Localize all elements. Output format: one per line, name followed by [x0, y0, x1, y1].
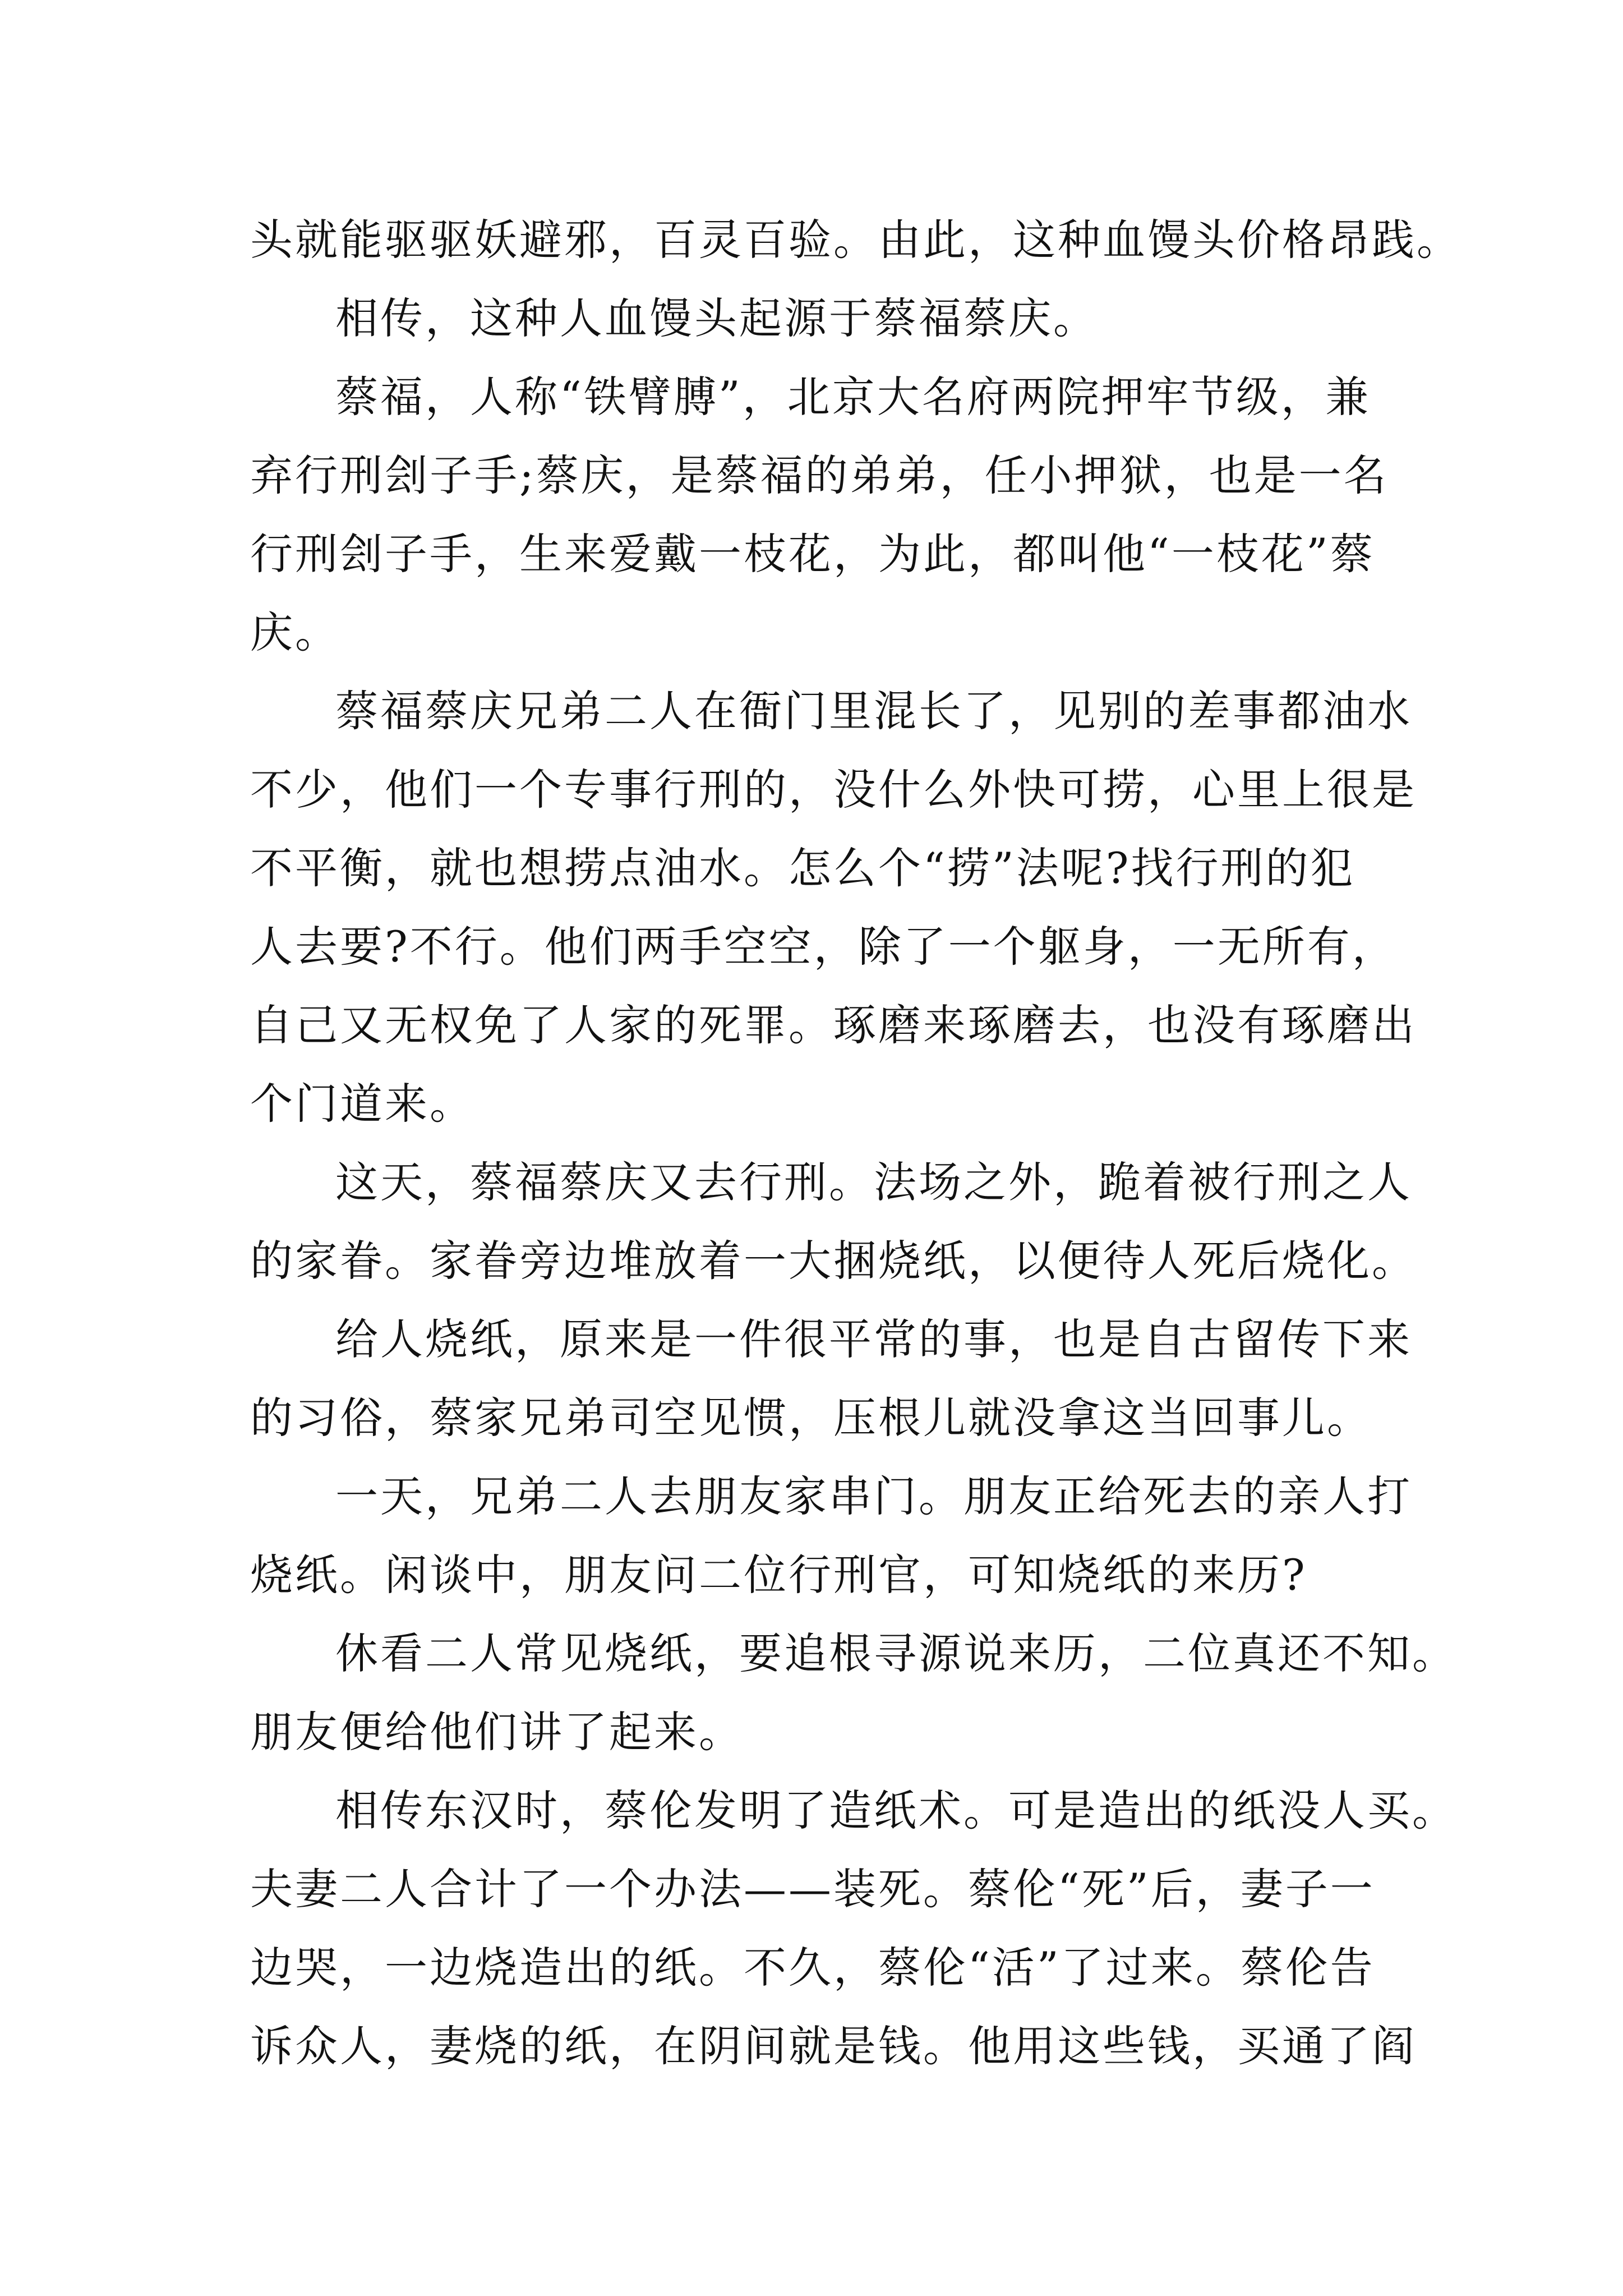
text-line: 弃行刑刽子手;蔡庆，是蔡福的弟弟，任小押狱，也是一名: [250, 450, 1389, 500]
text-line: 朋友便给他们讲了起来。: [250, 1707, 744, 1757]
text-line: 头就能驱驱妖避邪，百灵百验。由此，这种血馒头价格昂践。: [250, 215, 1461, 265]
paragraph-start-line: 相传东汉时，蔡伦发明了造纸术。可是造出的纸没人买。: [335, 1786, 1457, 1835]
paragraph-start-line: 休看二人常见烧纸，要追根寻源说来历，二位真还不知。: [335, 1628, 1457, 1678]
paragraph-start-line: 蔡福，人称“铁臂膊”，北京大名府两院押牢节级，兼: [335, 372, 1371, 422]
text-line: 个门道来。: [250, 1079, 474, 1129]
paragraph-start-line: 蔡福蔡庆兄弟二人在衙门里混长了，见别的差事都油水: [335, 686, 1412, 736]
text-line: 的家眷。家眷旁边堆放着一大捆烧纸，以便待人死后烧化。: [250, 1236, 1417, 1286]
text-line: 的习俗，蔡家兄弟司空见惯，压根儿就没拿这当回事儿。: [250, 1393, 1372, 1443]
paragraph-start-line: 一天，兄弟二人去朋友家串门。朋友正给死去的亲人打: [335, 1471, 1412, 1521]
text-line: 自己又无权免了人家的死罪。琢磨来琢磨去，也没有琢磨出: [250, 1000, 1417, 1050]
text-line: 不平衡，就也想捞点油水。怎么个“捞”法呢?找行刑的犯: [250, 843, 1355, 893]
body-text: [250, 201, 1461, 2086]
text-line: 边哭，一边烧造出的纸。不久，蔡伦“活”了过来。蔡伦告: [250, 1943, 1375, 1993]
paragraph-start-line: 给人烧纸，原来是一件很平常的事，也是自古留传下来: [335, 1314, 1412, 1364]
text-line: 夫妻二人合计了一个办法——装死。蔡伦“死”后，妻子一: [250, 1864, 1375, 1914]
text-line: 烧纸。闲谈中，朋友问二位行刑官，可知烧纸的来历?: [250, 1550, 1307, 1600]
text-line: 不少，他们一个专事行刑的，没什么外快可捞，心里上很是: [250, 765, 1417, 815]
text-line: 诉众人，妻烧的纸，在阴间就是钱。他用这些钱，买通了阎: [250, 2021, 1417, 2071]
paragraph-start-line: 相传，这种人血馒头起源于蔡福蔡庆。: [335, 293, 1098, 343]
text-line: 人去要?不行。他们两手空空，除了一个躯身，一无所有，: [250, 922, 1397, 972]
text-line: 行刑刽子手，生来爱戴一枝花，为此，都叫他“一枝花”蔡: [250, 529, 1375, 579]
text-line: 庆。: [250, 608, 340, 657]
paragraph-start-line: 这天，蔡福蔡庆又去行刑。法场之外，跪着被行刑之人: [335, 1157, 1412, 1207]
